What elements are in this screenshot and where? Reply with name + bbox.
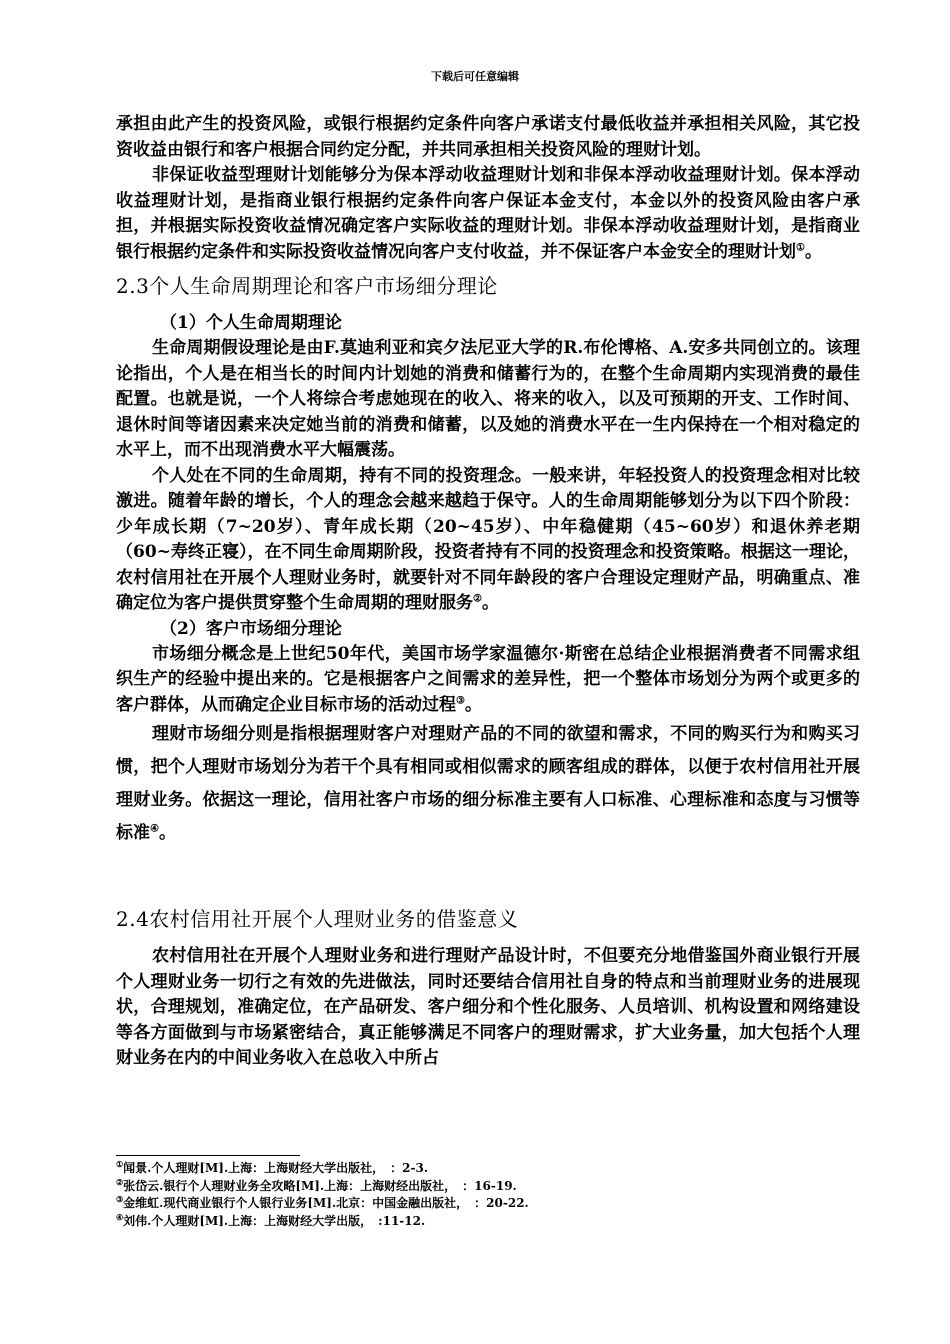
footnotes bbox=[116, 1160, 876, 1230]
paragraph-2-text: 非保证收益型理财计划能够分为保本浮动收益理财计划和非保本浮动收益理财计划。保本浮动收益理财计划，是指商业银行根据约定条件向客户保证本金支付，本金以外的投资风险由客户承担，并根据实际投资收益情况确定客户实际收益的理财计划。非保本浮动收益理财计划，是指商业银行根据约定条件和实际投资收益情况向客户支付收益，并不保证客户本金安全的理财计划 bbox=[116, 165, 860, 262]
footnote-separator bbox=[116, 1155, 300, 1156]
subsection-2-heading: （2）客户市场细分理论 bbox=[160, 618, 342, 639]
paragraph-5-end: 。 bbox=[464, 694, 482, 715]
footnote-ref-3[interactable]: ③ bbox=[456, 694, 465, 706]
footnote-ref-1[interactable]: ① bbox=[796, 241, 805, 253]
footnote-2 bbox=[116, 1178, 876, 1196]
footnote-mark: ④ bbox=[116, 1211, 124, 1222]
paragraph-5-text: 市场细分概念是上世纪50年代，美国市场学家温德尔·斯密在总结企业根据消费者不同需求组织生产的经验中提出来的。它是根据客户之间需求的差异性，把一个整体市场划分为两个或更多的客户群体，从而确定企业目标市场的活动过程 bbox=[116, 643, 860, 715]
paragraph-2-end: 。 bbox=[804, 241, 822, 262]
subsection-1-heading: （1）个人生命周期理论 bbox=[160, 313, 342, 333]
footnote-4 bbox=[116, 1213, 876, 1231]
footnote-text: 刘伟.个人理财[M].上海：上海财经大学出版， :11-12. bbox=[123, 1213, 426, 1228]
paragraph-4 bbox=[116, 464, 860, 617]
paragraph-2 bbox=[116, 163, 860, 265]
paragraph-6-text: 理财市场细分则是指根据理财客户对理财产品的不同的欲望和需求，不同的购买行为和购买习惯，把个人理财市场划分为若干个具有相同或相似需求的顾客组成的群体，以便于农村信用社开展理财业务。依据这一理论，信用社客户市场的细分标准主要有人口标准、心理标准和态度与习惯等标准 bbox=[116, 724, 860, 843]
footnote-text: 闻景.个人理财[M].上海：上海财经大学出版社， ：2-3. bbox=[123, 1161, 429, 1175]
footnote-text: 金维虹.现代商业银行个人银行业务[M].北京：中国金融出版社， ：20-22. bbox=[123, 1196, 529, 1210]
document-body bbox=[116, 112, 860, 1072]
footnote-mark: ② bbox=[116, 1176, 124, 1187]
footnote-1 bbox=[116, 1160, 876, 1178]
paragraph-4-end: 。 bbox=[481, 593, 499, 613]
paragraph-6 bbox=[116, 718, 860, 850]
paragraph-3: 生命周期假设理论是由F.莫迪利亚和宾夕法尼亚大学的R.布伦博格、A.安多共同创立的。该理论指出，个人是在相当长的时间内计划她的消费和储蓄行为的，在整个生命周期内实现消费的最佳配置。也就是说，一个人将综合考虑她现在的收入、将来的收入，以及可预期的开支、工作时间、退休时间等诸因素来决定她当前的消费和储蓄，以及她的消费水平在一生内保持在一个相对稳定的水平上，而不出现消费水平大幅震荡。 bbox=[116, 338, 860, 460]
page-header: 下载后可任意编辑 bbox=[431, 70, 519, 83]
section-spacer bbox=[116, 850, 860, 898]
footnote-mark: ① bbox=[116, 1159, 124, 1169]
paragraph-1: 承担由此产生的投资风险，或银行根据约定条件向客户承诺支付最低收益并承担相关风险，其它投资收益由银行和客户根据合同约定分配，并共同承担相关投资风险的理财计划。 bbox=[116, 114, 860, 160]
footnote-ref-4[interactable]: ④ bbox=[150, 823, 159, 835]
paragraph-6-end: 。 bbox=[158, 823, 176, 843]
footnote-text: 张岱云.银行个人理财业务全攻略[M].上海：上海财经出版社， ：16-19. bbox=[123, 1178, 517, 1193]
section-2-4-heading: 2.4农村信用社开展个人理财业务的借鉴意义 bbox=[116, 907, 519, 931]
footnote-3 bbox=[116, 1195, 876, 1213]
footnote-mark: ③ bbox=[116, 1194, 124, 1204]
paragraph-5 bbox=[116, 642, 860, 719]
footnote-ref-2[interactable]: ② bbox=[473, 593, 482, 605]
paragraph-4-text: 个人处在不同的生命周期，持有不同的投资理念。一般来讲，年轻投资人的投资理念相对比较激进。随着年龄的增长，个人的理念会越来越趋于保守。人的生命周期能够划分为以下四个阶段：少年成长期（7~20岁）、青年成长期（20~45岁）、中年稳健期（45~60岁）和退休养老期（60~寿终正寝），在不同生命周期阶段，投资者持有不同的投资理念和投资策略。根据这一理论，农村信用社在开展个人理财业务时，就要针对不同年龄段的客户合理设定理财产品，明确重点、准确定位为客户提供贯穿整个生命周期的理财服务 bbox=[116, 465, 860, 613]
paragraph-7: 农村信用社在开展个人理财业务和进行理财产品设计时，不但要充分地借鉴国外商业银行开展个人理财业务一切行之有效的先进做法，同时还要结合信用社自身的特点和当前理财业务的进展现状，合理规划，准确定位，在产品研发、客户细分和个性化服务、人员培训、机构设置和网络建设等各方面做到与市场紧密结合，真正能够满足不同客户的理财需求，扩大业务量，加大包括个人理财业务在内的中间业务收入在总收入中所占 bbox=[116, 946, 860, 1068]
section-2-3-heading: 2.3个人生命周期理论和客户市场细分理论 bbox=[116, 274, 498, 298]
